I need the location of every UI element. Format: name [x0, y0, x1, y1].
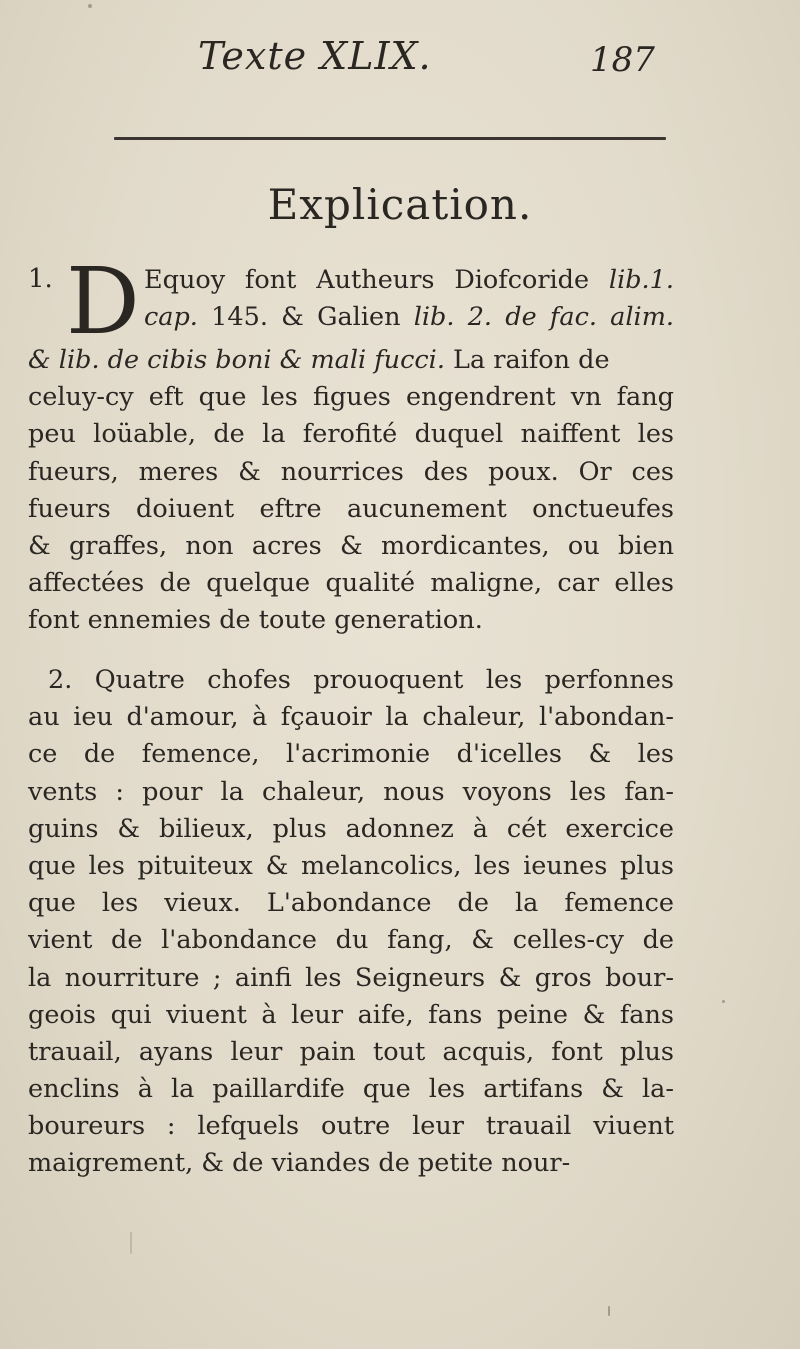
section-title: Explication. [267, 180, 533, 229]
running-title: Texte XLIX. [198, 34, 432, 78]
text-line: celuy-cy eft que les figues engendrent vn fang [28, 382, 674, 413]
paragraph-number: 1. [28, 264, 53, 294]
text-line: font ennemies de toute generation. [28, 605, 483, 636]
paper-speck [88, 4, 92, 8]
text-line [144, 299, 674, 336]
paper-speck [608, 1306, 610, 1316]
text-line: peu loüable, de la ferofité duquel naiffent les [28, 419, 674, 450]
running-header [0, 34, 800, 94]
text-line [144, 262, 674, 299]
drop-cap: D [66, 248, 140, 355]
citation: cap. [144, 302, 198, 332]
text-segment: 145. & Galien [197, 302, 414, 332]
citation: & lib. de cibis boni & mali fucci. [28, 345, 445, 375]
text-line: maigrement, & de viandes de petite nour- [28, 1148, 571, 1179]
text-line: la nourriture ; ainfi les Seigneurs & gros bour- [28, 962, 674, 993]
text-line: boureurs : lefquels outre leur trauail viuent [28, 1111, 674, 1142]
paper-speck [722, 1000, 725, 1003]
text-line: affectées de quelque qualité maligne, car elles [28, 568, 674, 599]
text-segment: La raifon de [444, 345, 610, 375]
text-line: fueurs doiuent eftre aucunement onctueufes [28, 493, 674, 524]
text-line: & graffes, non acres & mordicantes, ou bien [28, 530, 674, 561]
text-line: guins & bilieux, plus adonnez à cét exercice [28, 813, 674, 844]
text-line: au ieu d'amour, à fçauoir la chaleur, l'abondan- [28, 702, 674, 733]
citation: lib.1. [608, 265, 674, 295]
paragraph-1 [28, 248, 674, 640]
paper-speck [130, 1232, 132, 1254]
text-line: vient de l'abondance du fang, & celles-cy de [28, 925, 674, 956]
text-segment: Equoy font Autheurs Diofcoride [144, 265, 609, 295]
page-number: 187 [590, 40, 655, 80]
text-line: que les pituiteux & melancolics, les ieunes plus [28, 850, 674, 881]
paragraph-2 [28, 662, 674, 1183]
citation: lib. 2. de fac. alim. [413, 302, 674, 332]
header-rule [114, 137, 666, 140]
text-line: 2. Quatre chofes prouoquent les perfonnes [48, 665, 674, 695]
text-line: vents : pour la chaleur, nous voyons les fan- [28, 776, 674, 807]
drop-cap-block [28, 248, 674, 355]
text-line: ce de femence, l'acrimonie d'icelles & les [28, 739, 674, 770]
text-line: trauail, ayans leur pain tout acquis, font plus [28, 1036, 674, 1067]
text-line: que les vieux. L'abondance de la femence [28, 888, 674, 919]
text-line: geois qui viuent à leur aife, fans peine & fans [28, 999, 674, 1030]
text-line: enclins à la paillardife que les artifans & la- [28, 1074, 674, 1105]
text-line: fueurs, meres & nourrices des poux. Or ces [28, 456, 674, 487]
